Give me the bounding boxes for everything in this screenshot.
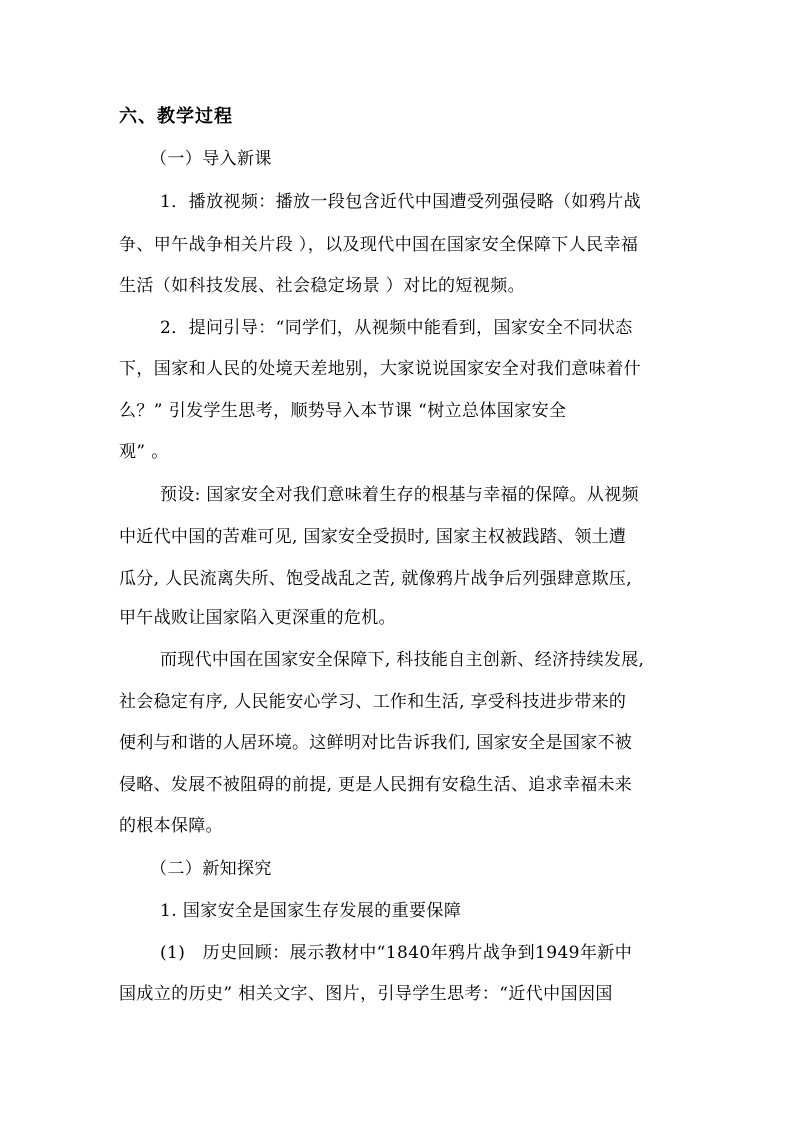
paragraph-line: 争、甲午战争相关片段 ），以及现代中国在国家安全保障下人民幸福 bbox=[119, 235, 639, 255]
paragraph-line: (1) 历史回顾：展示教材中“1840年鸦片战争到1949年新中 bbox=[160, 943, 633, 963]
paragraph-line: 1. 国家安全是国家生存发展的重要保障 bbox=[160, 901, 462, 921]
subsection-heading: （一）导入新课 bbox=[150, 149, 272, 169]
paragraph-line: 下，国家和人民的处境天差地别，大家说说国家安全对我们意味着什 bbox=[119, 359, 641, 379]
paragraph-line: 么？” 引发学生思考，顺势导入本节课 “树立总体国家安全 bbox=[119, 401, 567, 421]
paragraph-line: 2．提问引导：“同学们，从视频中能看到，国家安全不同状态 bbox=[160, 318, 633, 338]
paragraph-line: 侵略、发展不被阻碍的前提, 更是人民拥有安稳生活、追求幸福未来 bbox=[119, 775, 633, 795]
section-heading: 六、教学过程 bbox=[119, 106, 233, 127]
paragraph-line: 国成立的历史” 相关文字、图片，引导学生思考：“近代中国因国 bbox=[119, 984, 613, 1004]
paragraph-line: 的根本保障。 bbox=[119, 816, 223, 836]
paragraph-line: 观” 。 bbox=[119, 442, 169, 462]
paragraph-line: 便利与和谐的人居环境。这鲜明对比告诉我们, 国家安全是国家不被 bbox=[119, 733, 633, 753]
subsection-heading: （二）新知探究 bbox=[150, 859, 272, 879]
paragraph-line: 甲午战败让国家陷入更深重的危机。 bbox=[119, 608, 396, 628]
paragraph-line: 而现代中国在国家安全保障下, 科技能自主创新、经济持续发展, bbox=[160, 650, 645, 670]
paragraph-line: 1．播放视频：播放一段包含近代中国遭受列强侵略（如鸦片战 bbox=[160, 192, 642, 212]
paragraph-line: 瓜分, 人民流离失所、饱受战乱之苦, 就像鸦片战争后列强肆意欺压, bbox=[119, 569, 632, 589]
paragraph-line: 生活（如科技发展、社会稳定场景 ）对比的短视频。 bbox=[119, 276, 526, 296]
paragraph-line: 预设: 国家安全对我们意味着生存的根基与幸福的保障。从视频 bbox=[160, 485, 639, 505]
paragraph-line: 社会稳定有序, 人民能安心学习、工作和生活, 享受科技进步带来的 bbox=[119, 692, 627, 712]
paragraph-line: 中近代中国的苦难可见, 国家安全受损时, 国家主权被践踏、领土遭 bbox=[119, 527, 627, 547]
